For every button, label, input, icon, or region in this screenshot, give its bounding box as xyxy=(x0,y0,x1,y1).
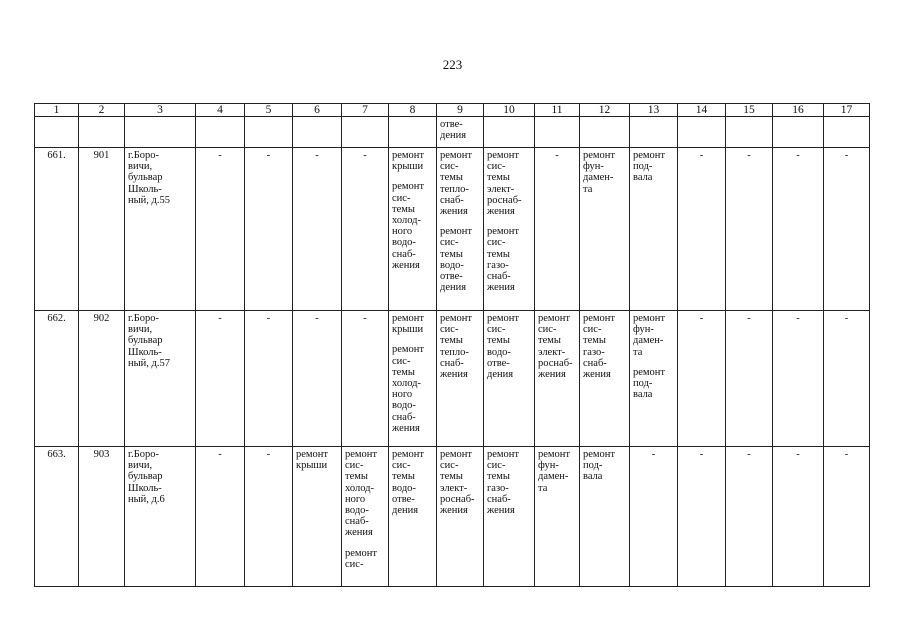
work-entry-line: газо- xyxy=(583,346,605,358)
work-entry-line: та xyxy=(583,183,593,195)
work-entry xyxy=(440,313,480,380)
page-number: 223 xyxy=(442,57,463,72)
work-entry-line: сис- xyxy=(487,460,506,472)
table-cell-work-list xyxy=(535,311,580,447)
work-entry-line: темы xyxy=(538,335,561,347)
work-entry-line: водо- xyxy=(487,346,511,358)
work-entry-line: жения xyxy=(440,505,468,517)
table-cell xyxy=(630,117,678,148)
work-entry-line: ремонт xyxy=(392,344,425,356)
work-entry-line: сис- xyxy=(345,460,364,472)
table-cell-work-list xyxy=(389,311,437,447)
table-cell xyxy=(245,117,293,148)
column-header: 13 xyxy=(630,104,678,117)
table-cell xyxy=(535,117,580,148)
work-entry-line: дения xyxy=(487,369,514,381)
empty-work-cell: - xyxy=(535,148,580,311)
work-entry-line: водо- xyxy=(440,259,464,271)
work-entry-line: отве- xyxy=(440,119,463,130)
work-entry-line: снаб- xyxy=(345,516,369,528)
column-header: 8 xyxy=(389,104,437,117)
work-entry-line: ремонт xyxy=(487,449,520,460)
empty-work-cell: - xyxy=(196,311,245,447)
empty-work-cell: - xyxy=(726,447,773,587)
work-entry-line: дения xyxy=(392,505,419,517)
work-entry-line: темы xyxy=(487,248,510,260)
work-entry-line: темы xyxy=(440,335,463,347)
work-entry-line: сис- xyxy=(487,161,506,173)
work-entry-line: ремонт xyxy=(392,181,425,193)
work-entry-line: ремонт xyxy=(296,449,329,460)
table-cell xyxy=(125,117,196,148)
table-cell xyxy=(342,117,389,148)
table-cell-work-list xyxy=(484,447,535,587)
address-line: ный, д.57 xyxy=(128,357,171,369)
table-cell xyxy=(678,117,726,148)
column-header: 10 xyxy=(484,104,535,117)
work-entry-line: сис- xyxy=(487,324,506,336)
work-entry-line: под- xyxy=(633,161,653,173)
empty-work-cell: - xyxy=(342,148,389,311)
work-entry-line: элект- xyxy=(538,346,566,358)
work-entry-line: сис- xyxy=(440,237,459,249)
work-entry-line: ремонт xyxy=(440,449,473,460)
table-cell-work-list xyxy=(437,311,484,447)
table-cell-work-list xyxy=(437,117,484,148)
work-entry-line: газо- xyxy=(487,482,509,494)
object-code-cell: 902 xyxy=(79,311,125,447)
table-cell-work-list xyxy=(630,148,678,311)
work-entry xyxy=(633,313,674,358)
address-line: Школь- xyxy=(128,482,162,494)
table-cell-work-list xyxy=(342,447,389,587)
empty-work-cell: - xyxy=(773,311,824,447)
empty-work-cell: - xyxy=(773,447,824,587)
work-entry-line: ремонт xyxy=(345,449,378,460)
work-entry-line: отве- xyxy=(487,357,510,369)
column-header: 12 xyxy=(580,104,630,117)
work-entry-line: снаб- xyxy=(583,357,607,369)
empty-work-cell: - xyxy=(630,447,678,587)
work-entry-line: ремонт xyxy=(392,313,425,324)
empty-work-cell: - xyxy=(773,148,824,311)
work-entry-line: отве- xyxy=(440,271,463,283)
column-header: 16 xyxy=(773,104,824,117)
empty-work-cell: - xyxy=(824,447,870,587)
column-header: 7 xyxy=(342,104,389,117)
address-cell xyxy=(125,311,196,447)
work-entry-line: вала xyxy=(633,172,653,184)
empty-work-cell: - xyxy=(293,148,342,311)
address-cell xyxy=(125,148,196,311)
work-entry-line: дамен- xyxy=(633,335,664,347)
address-line: ный, д.55 xyxy=(128,194,171,206)
address-line: бульвар xyxy=(128,335,163,347)
empty-work-cell: - xyxy=(342,311,389,447)
work-entry-line: ремонт xyxy=(487,150,520,161)
work-entry-line: дамен- xyxy=(538,471,569,483)
empty-work-cell: - xyxy=(726,311,773,447)
address-line: г.Боро- xyxy=(128,150,160,161)
table-cell-work-list xyxy=(437,447,484,587)
work-entry-line: темы xyxy=(583,335,606,347)
empty-work-cell: - xyxy=(678,311,726,447)
work-entry-line: крыши xyxy=(296,460,328,472)
work-entry-line: снаб- xyxy=(392,411,416,423)
work-entry-line: жения xyxy=(487,282,515,294)
work-entry xyxy=(538,313,576,380)
work-entry-line: снаб- xyxy=(487,271,511,283)
table-cell-work-list xyxy=(535,447,580,587)
continuation-row xyxy=(35,117,870,148)
work-entry xyxy=(440,449,480,516)
table-cell-work-list xyxy=(580,311,630,447)
work-entry-line: под- xyxy=(633,378,653,390)
work-entry-line: жения xyxy=(538,369,566,381)
work-entry-line: жения xyxy=(440,369,468,381)
work-entry-line: ного xyxy=(345,493,366,505)
work-entry-line: ремонт xyxy=(440,150,473,161)
work-entry-line: фун- xyxy=(583,161,604,173)
table-cell-work-list xyxy=(484,148,535,311)
work-entry-line: роснаб- xyxy=(440,493,475,505)
work-entry-line: жения xyxy=(345,527,373,539)
work-entry-line: дамен- xyxy=(583,172,614,184)
column-header: 6 xyxy=(293,104,342,117)
table-cell xyxy=(726,117,773,148)
work-entry-line: холод- xyxy=(392,378,421,390)
table-cell-work-list xyxy=(580,447,630,587)
work-entry-line: ремонт xyxy=(392,150,425,161)
empty-work-cell: - xyxy=(196,148,245,311)
address-line: бульвар xyxy=(128,172,163,184)
work-entry-line: сис- xyxy=(440,324,459,336)
work-entry-line: ремонт xyxy=(440,226,473,238)
work-entry-line: темы xyxy=(487,471,510,483)
work-entry-line: отве- xyxy=(392,493,415,505)
work-entry xyxy=(583,150,626,195)
table-cell-work-list xyxy=(389,148,437,311)
work-entry-line: газо- xyxy=(487,259,509,271)
work-entry xyxy=(583,449,626,483)
work-entry-line: холод- xyxy=(345,482,374,494)
work-entry-line: вала xyxy=(633,389,653,401)
work-entry-line: ного xyxy=(392,226,413,238)
work-entry-line: темы xyxy=(392,471,415,483)
work-entry-line: ремонт xyxy=(538,449,571,460)
work-entry-line: элект- xyxy=(487,183,515,195)
work-entry-line: жения xyxy=(583,369,611,381)
work-entry-line: ного xyxy=(392,389,413,401)
table-row xyxy=(35,311,870,447)
work-entry-line: темы xyxy=(392,366,415,378)
table-cell xyxy=(389,117,437,148)
empty-work-cell: - xyxy=(678,148,726,311)
table-cell xyxy=(196,117,245,148)
work-entry-line: сис- xyxy=(440,161,459,173)
work-entry-line: ремонт xyxy=(392,449,425,460)
work-entry-line: темы xyxy=(440,248,463,260)
column-header: 9 xyxy=(437,104,484,117)
work-entry-line: крыши xyxy=(392,324,424,336)
work-entry-line: жения xyxy=(440,206,468,218)
table-cell-work-list xyxy=(484,311,535,447)
work-entry xyxy=(392,313,433,335)
work-entry-line: ремонт xyxy=(633,150,666,161)
work-entry xyxy=(392,449,433,516)
address-line: вичи, xyxy=(128,161,153,173)
work-entry-line: тепло- xyxy=(440,346,469,358)
work-entry xyxy=(296,449,338,471)
work-entry-line: тепло- xyxy=(440,183,469,195)
table-row xyxy=(35,447,870,587)
work-entry-line: снаб- xyxy=(440,194,464,206)
address-line: вичи, xyxy=(128,324,153,336)
work-entry-line: темы xyxy=(487,335,510,347)
work-entry xyxy=(487,226,531,293)
address-line: вичи, xyxy=(128,460,153,472)
work-entry-line: снаб- xyxy=(392,248,416,260)
column-header: 14 xyxy=(678,104,726,117)
work-entry-line: жения xyxy=(392,259,420,271)
work-entry xyxy=(392,344,433,434)
work-entry xyxy=(583,313,626,380)
address-line: г.Боро- xyxy=(128,449,160,460)
column-header: 4 xyxy=(196,104,245,117)
work-entry-line: сис- xyxy=(392,192,411,204)
work-entry-line: водо- xyxy=(392,400,416,412)
work-entry-line: роснаб- xyxy=(538,357,573,369)
column-header: 3 xyxy=(125,104,196,117)
work-entry xyxy=(487,449,531,516)
repair-works-table xyxy=(34,103,870,587)
column-header: 15 xyxy=(726,104,773,117)
work-entry xyxy=(392,150,433,172)
work-entry-line: ремонт xyxy=(538,313,571,324)
table-cell xyxy=(293,117,342,148)
work-entry-line: ремонт xyxy=(440,313,473,324)
table-cell xyxy=(484,117,535,148)
work-entry-line: жения xyxy=(487,505,515,517)
object-code-cell: 903 xyxy=(79,447,125,587)
work-entry-line: сис- xyxy=(440,460,459,472)
table-cell xyxy=(824,117,870,148)
table-cell-work-list xyxy=(293,447,342,587)
work-entry xyxy=(633,150,674,184)
work-entry-line: водо- xyxy=(392,482,416,494)
table-row xyxy=(35,148,870,311)
address-line: Школь- xyxy=(128,346,162,358)
empty-work-cell: - xyxy=(196,447,245,587)
table-cell-work-list xyxy=(437,148,484,311)
table-cell-work-list xyxy=(580,148,630,311)
work-entry xyxy=(440,119,480,141)
empty-work-cell: - xyxy=(678,447,726,587)
column-header: 1 xyxy=(35,104,79,117)
column-header: 11 xyxy=(535,104,580,117)
work-entry-line: дения xyxy=(440,130,467,142)
table-cell xyxy=(79,117,125,148)
table-cell-work-list xyxy=(389,447,437,587)
work-entry-line: снаб- xyxy=(440,357,464,369)
column-header: 5 xyxy=(245,104,293,117)
work-entry-line: сис- xyxy=(392,460,411,472)
work-entry-line: под- xyxy=(583,460,603,472)
row-number-cell: 662. xyxy=(35,311,79,447)
empty-work-cell: - xyxy=(824,311,870,447)
work-entry-line: дения xyxy=(440,282,467,294)
work-entry-line: та xyxy=(633,346,643,358)
work-entry-line: ремонт xyxy=(583,313,616,324)
work-entry-line: ремонт xyxy=(633,366,666,378)
work-entry-line: элект- xyxy=(440,482,468,494)
work-entry-line: ремонт xyxy=(583,150,616,161)
work-entry-line: та xyxy=(538,482,548,494)
work-entry-line: водо- xyxy=(345,505,369,517)
work-entry-line: жения xyxy=(487,206,515,218)
empty-work-cell: - xyxy=(726,148,773,311)
work-entry xyxy=(538,449,576,494)
object-code-cell: 901 xyxy=(79,148,125,311)
column-number-row xyxy=(35,104,870,117)
address-line: г.Боро- xyxy=(128,313,160,324)
work-entry-line: ремонт xyxy=(633,313,666,324)
work-entry-line: фун- xyxy=(633,324,654,336)
work-entry-line: темы xyxy=(345,471,368,483)
work-entry-line: фун- xyxy=(538,460,559,472)
empty-work-cell: - xyxy=(293,311,342,447)
work-entry xyxy=(633,367,674,401)
work-entry xyxy=(487,150,531,217)
column-header: 17 xyxy=(824,104,870,117)
work-entry-line: темы xyxy=(487,172,510,184)
work-entry-line: ремонт xyxy=(345,547,378,559)
address-line: бульвар xyxy=(128,471,163,483)
row-number-cell: 663. xyxy=(35,447,79,587)
empty-work-cell: - xyxy=(824,148,870,311)
empty-work-cell: - xyxy=(245,447,293,587)
row-number-cell: 661. xyxy=(35,148,79,311)
work-entry-line: сис- xyxy=(487,237,506,249)
work-entry-line: темы xyxy=(392,203,415,215)
work-entry-line: крыши xyxy=(392,161,424,173)
work-entry xyxy=(440,150,480,217)
work-entry-line: роснаб- xyxy=(487,194,522,206)
work-entry-line: ремонт xyxy=(487,313,520,324)
table-cell xyxy=(35,117,79,148)
work-entry-line: снаб- xyxy=(487,493,511,505)
work-entry-line: холод- xyxy=(392,215,421,227)
table-cell xyxy=(773,117,824,148)
address-cell xyxy=(125,447,196,587)
work-entry-line: сис- xyxy=(345,558,364,570)
work-entry-line: сис- xyxy=(538,324,557,336)
work-entry-line: темы xyxy=(440,172,463,184)
empty-work-cell: - xyxy=(245,311,293,447)
work-entry xyxy=(440,226,480,293)
address-line: ный, д.6 xyxy=(128,493,165,505)
work-entry-line: ремонт xyxy=(583,449,616,460)
work-entry xyxy=(392,181,433,271)
work-entry xyxy=(487,313,531,380)
work-entry xyxy=(345,548,385,570)
work-entry-line: водо- xyxy=(392,237,416,249)
table-cell xyxy=(580,117,630,148)
column-header: 2 xyxy=(79,104,125,117)
work-entry-line: вала xyxy=(583,471,603,483)
work-entry-line: сис- xyxy=(392,355,411,367)
work-entry-line: ремонт xyxy=(487,226,520,238)
work-entry-line: темы xyxy=(440,471,463,483)
address-line: Школь- xyxy=(128,183,162,195)
work-entry-line: жения xyxy=(392,422,420,434)
empty-work-cell: - xyxy=(245,148,293,311)
work-entry xyxy=(345,449,385,539)
work-entry-line: сис- xyxy=(583,324,602,336)
table-cell-work-list xyxy=(630,311,678,447)
